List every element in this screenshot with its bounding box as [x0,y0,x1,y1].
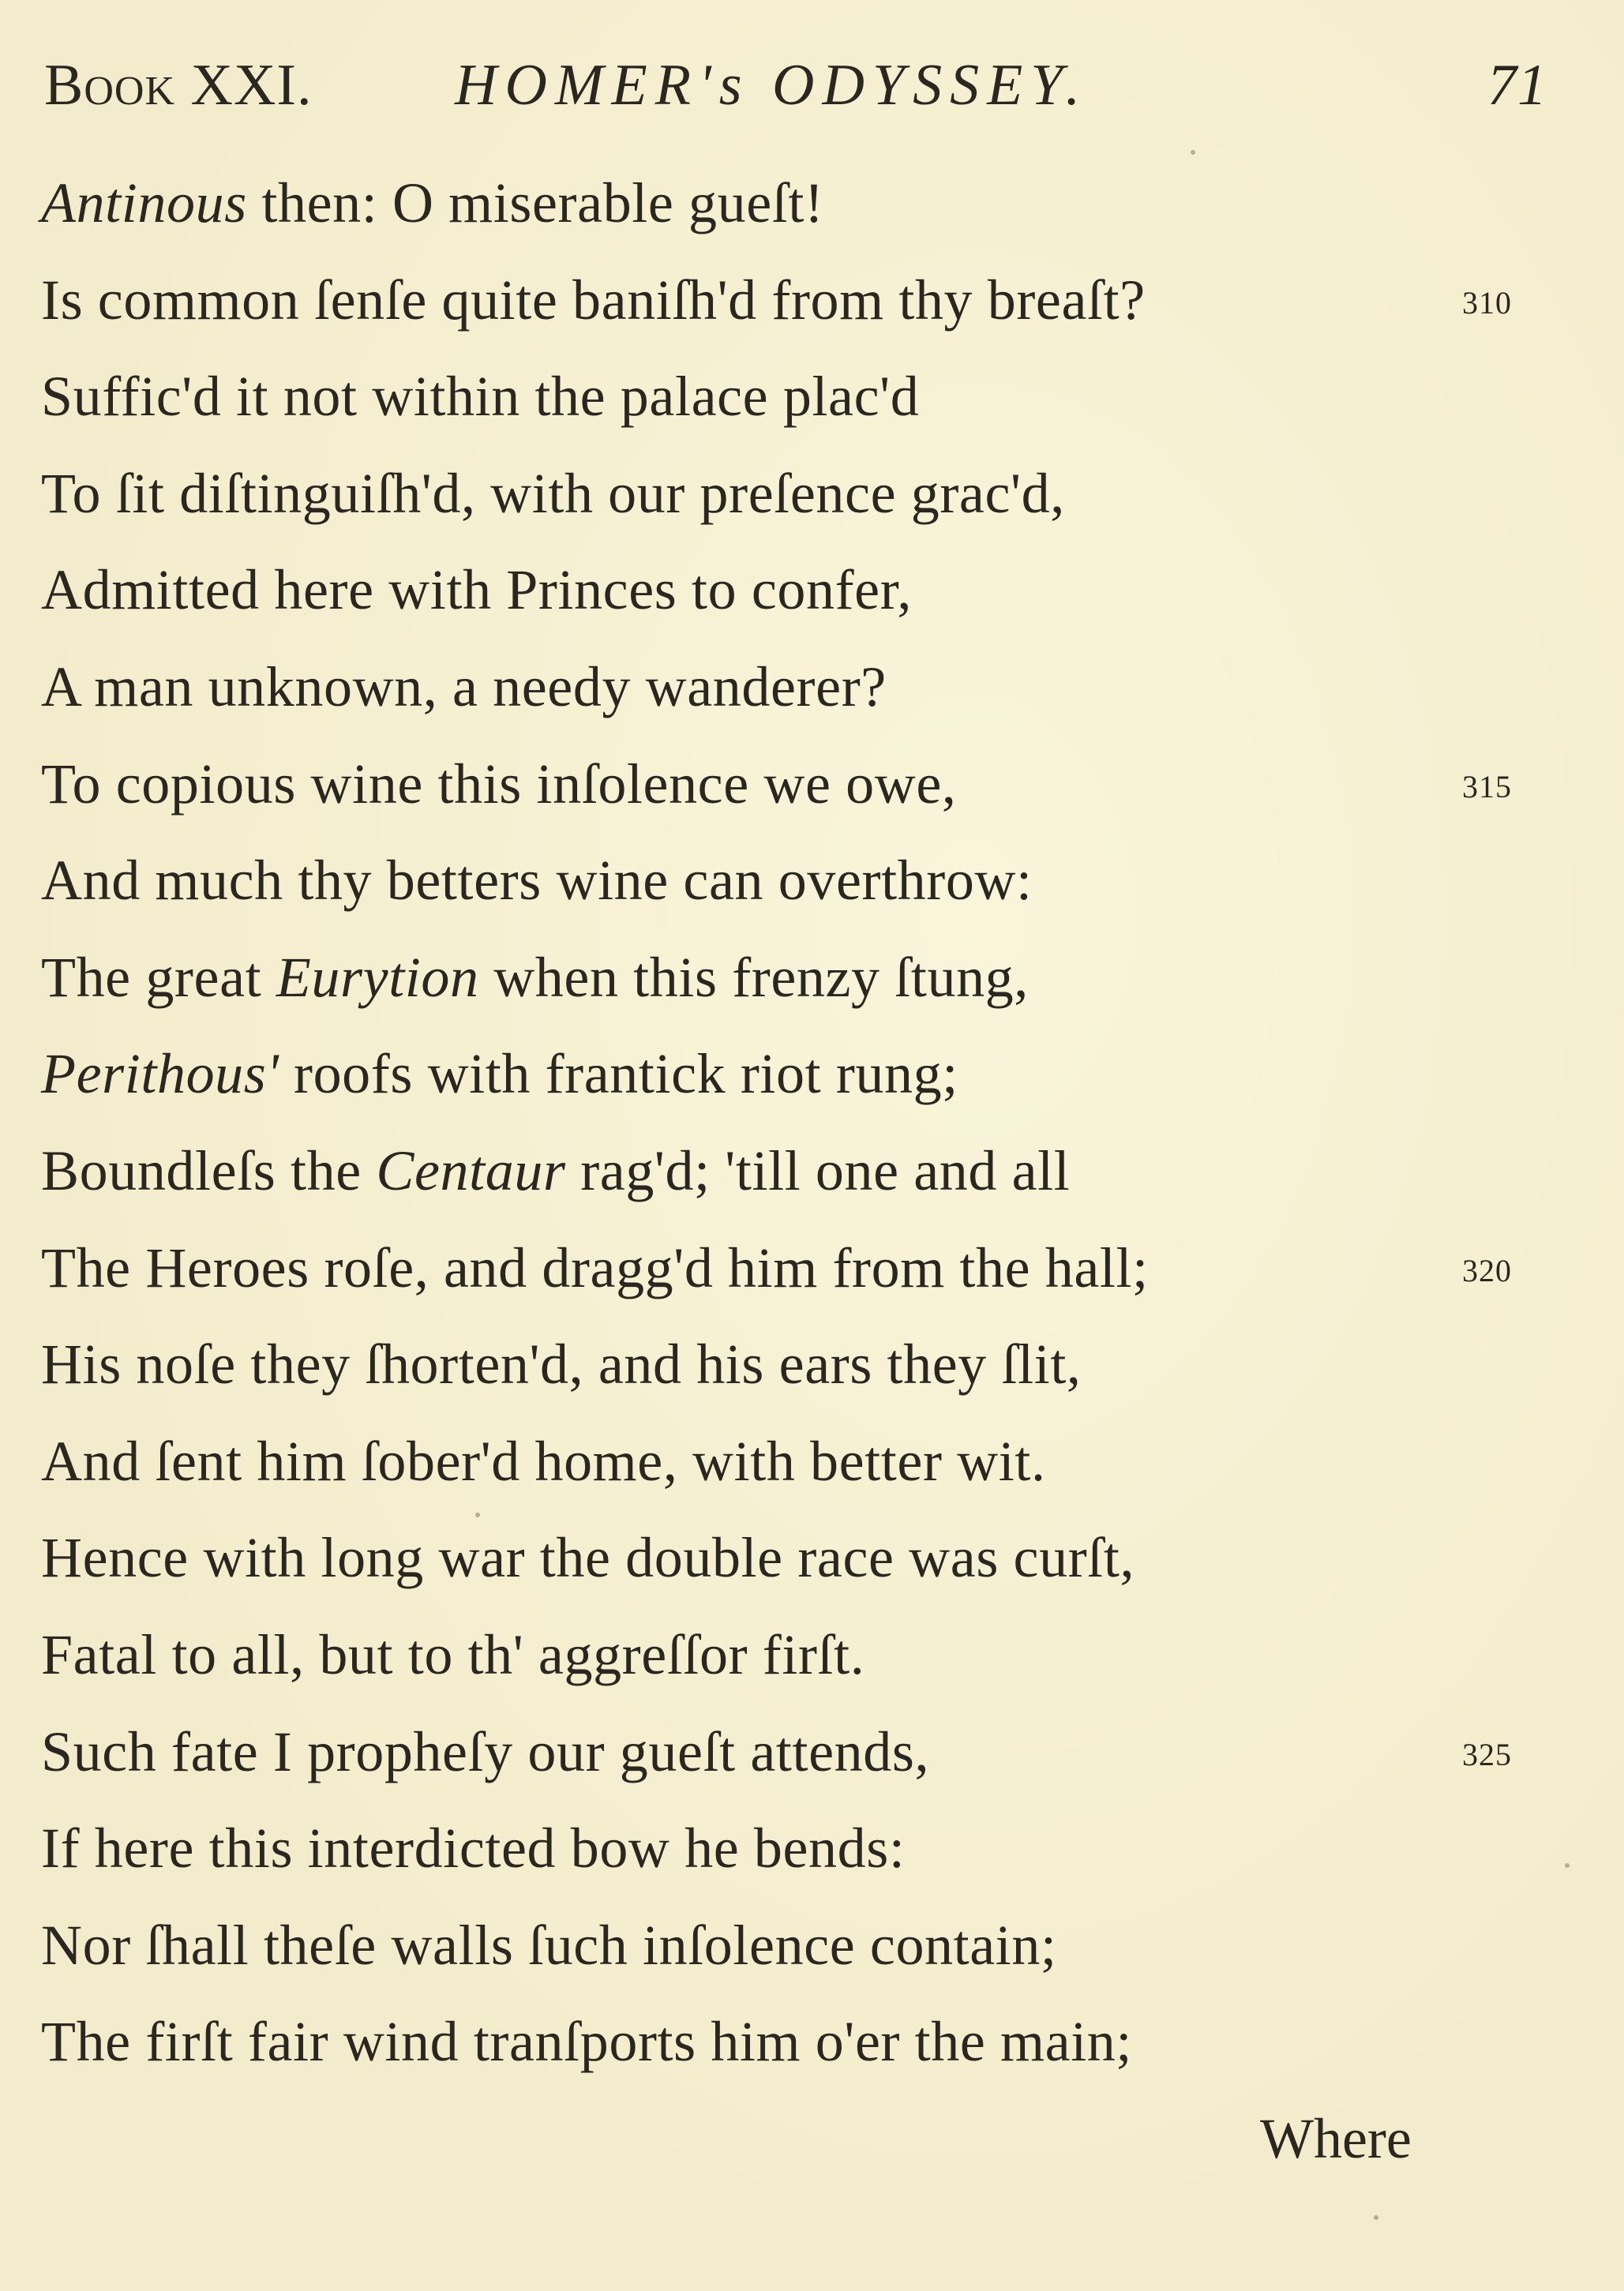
paper-speck [475,1513,480,1517]
verse-line [41,1123,1541,1220]
verse-text: when this frenzy ſtung, [478,945,1029,1009]
line-number: 325 [1462,1736,1512,1772]
line-number: 310 [1462,284,1512,321]
verse-text: Fatal to all, but to th' aggreſſor firſt. [41,1622,865,1686]
paper-speck [1374,2215,1378,2220]
verse-text: A man unknown, a needy wanderer? [41,654,887,718]
line-number: 315 [1462,768,1512,804]
verse-line [41,1897,1541,1994]
verse-text: then: O miserable gueſt! [246,171,824,234]
verse-text: The firſt fair wind tranſports him o'er the main; [41,2010,1133,2074]
verse-line [41,155,1541,252]
paper-speck [1565,1863,1570,1868]
verse-line [41,542,1541,639]
verse-italic-name: Centaur [376,1138,566,1202]
verse-text: To ſit diſtinguiſh'd, with our preſence grac'd, [41,461,1065,525]
verse-line [41,1509,1541,1607]
running-head [44,46,1560,125]
verse-text: Boundleſs the [41,1138,377,1202]
verse-line [41,1704,1541,1801]
verse-text: Suffic'd it not within the palace plac'd [41,365,920,429]
verse-line [41,348,1541,445]
verse-line [41,252,1541,349]
verse-text: Such fate I propheſy our gueſt attends, [41,1719,930,1783]
verse-italic-name: Antinous [41,171,247,234]
verse-text: And ſent him ſober'd home, with better wit. [41,1429,1046,1493]
verse-line [41,1220,1541,1317]
verse-text: Nor ſhall theſe walls ſuch inſolence contain; [41,1913,1057,1977]
verse-line [41,832,1541,929]
verse-text: The great [41,945,276,1009]
running-title: HOMER's ODYSSEY. [455,53,1089,118]
verse-text: Hence with long war the double race was curſt, [41,1526,1135,1590]
verse-text: If here this interdicted bow he bends: [41,1817,906,1880]
verse-italic-name: Perithous' [41,1042,279,1106]
verse-line [41,1800,1541,1897]
verse-line [41,929,1541,1026]
verse-italic-name: Eurytion [276,945,479,1009]
verse-line [41,1413,1541,1510]
verse-line [41,639,1541,736]
verse-text: And much thy betters wine can overthrow: [41,849,1033,913]
paper-speck [1191,150,1195,155]
verse-text: roofs with frantick riot rung; [279,1042,958,1106]
verse-line [41,1316,1541,1413]
verse-line [41,1026,1541,1123]
verse-text: To copious wine this inſolence we owe, [41,752,957,816]
page-number: 71 [1487,53,1547,118]
verse-text: The Heroes roſe, and dragg'd him from the hall; [41,1235,1149,1299]
verse-block [41,155,1541,2090]
verse-line [41,1607,1541,1704]
line-number: 320 [1462,1252,1512,1288]
verse-line [41,445,1541,542]
verse-line [41,1993,1541,2090]
verse-text: Admitted here with Princes to confer, [41,558,913,622]
verse-text: rag'd; 'till one and all [565,1138,1071,1202]
book-label: Book XXI. [44,53,313,118]
verse-text: Is common ſenſe quite baniſh'd from thy breaſt? [41,268,1146,332]
verse-line [41,736,1541,833]
catchword: Where [1260,2107,1412,2170]
verse-text: His noſe they ſhorten'd, and his ears they ſlit, [41,1333,1082,1397]
